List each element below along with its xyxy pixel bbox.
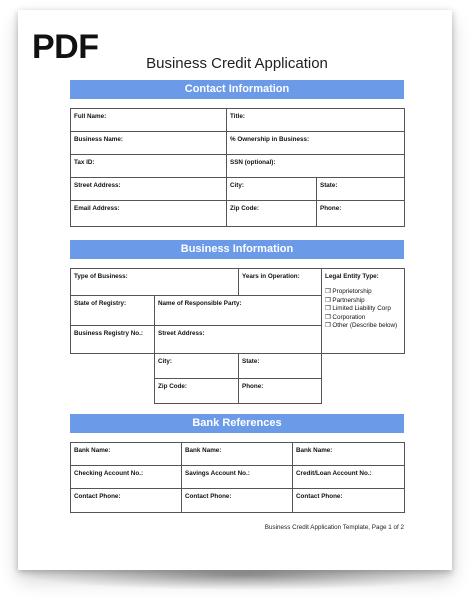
entity-option-proprietorship[interactable]: ❒ Proprietorship (325, 288, 372, 295)
contact-section-header: Contact Information (70, 80, 404, 99)
years-in-operation-field[interactable]: Years in Operation: (239, 269, 322, 296)
legal-entity-label: Legal Entity Type: (325, 273, 379, 280)
email-address-field[interactable]: Email Address: (71, 201, 227, 227)
tax-id-field[interactable]: Tax ID: (71, 155, 227, 178)
empty-cell (322, 354, 405, 379)
bank-section-header: Bank References (70, 414, 404, 433)
full-name-field[interactable]: Full Name: (71, 109, 227, 132)
bank-1-contact-phone-field[interactable]: Contact Phone: (71, 489, 182, 513)
savings-account-field[interactable]: Savings Account No.: (182, 466, 293, 489)
state-field[interactable]: State: (317, 178, 405, 201)
business-state-field[interactable]: State: (239, 354, 322, 379)
entity-option-partnership[interactable]: ❒ Partnership (325, 296, 365, 304)
state-of-registry-field[interactable]: State of Registry: (71, 296, 155, 326)
entity-option-other[interactable]: ❒ Other (Describe below) (325, 322, 398, 330)
credit-loan-account-field[interactable]: Credit/Loan Account No.: (293, 466, 405, 489)
bank-2-name-field[interactable]: Bank Name: (182, 443, 293, 466)
title-field[interactable]: Title: (227, 109, 405, 132)
business-phone-field[interactable]: Phone: (239, 379, 322, 404)
empty-cell (71, 379, 155, 404)
business-street-address-field[interactable]: Street Address: (155, 326, 322, 354)
business-registry-no-field[interactable]: Business Registry No.: (71, 326, 155, 354)
bank-2-contact-phone-field[interactable]: Contact Phone: (182, 489, 293, 513)
bank-1-name-field[interactable]: Bank Name: (71, 443, 182, 466)
business-section-header: Business Information (70, 240, 404, 259)
phone-field[interactable]: Phone: (317, 201, 405, 227)
legal-entity-type-field[interactable] (322, 269, 405, 354)
entity-option-llc[interactable]: ❒ Limited Liability Corp (325, 305, 391, 313)
street-address-field[interactable]: Street Address: (71, 178, 227, 201)
bank-3-contact-phone-field[interactable]: Contact Phone: (293, 489, 405, 513)
business-city-field[interactable]: City: (155, 354, 239, 379)
responsible-party-field[interactable]: Name of Responsible Party: (155, 296, 322, 326)
zip-code-field[interactable]: Zip Code: (227, 201, 317, 227)
legal-entity-options (325, 288, 401, 331)
document-title: Business Credit Application (146, 55, 328, 72)
contact-information-table (70, 108, 405, 227)
entity-option-corporation[interactable]: ❒ Corporation (325, 313, 366, 321)
empty-cell (322, 379, 405, 404)
business-name-field[interactable]: Business Name: (71, 132, 227, 155)
city-field[interactable]: City: (227, 178, 317, 201)
bank-references-table (70, 442, 405, 513)
pdf-badge: PDF (32, 28, 99, 66)
bank-3-name-field[interactable]: Bank Name: (293, 443, 405, 466)
business-zip-code-field[interactable]: Zip Code: (155, 379, 239, 404)
ssn-field[interactable]: SSN (optional): (227, 155, 405, 178)
empty-cell (71, 354, 155, 379)
business-information-table (70, 268, 405, 404)
type-of-business-field[interactable]: Type of Business: (71, 269, 239, 296)
page-footer: Business Credit Application Template, Page 1 of 2 (264, 524, 404, 531)
ownership-field[interactable]: % Ownership in Business: (227, 132, 405, 155)
checking-account-field[interactable]: Checking Account No.: (71, 466, 182, 489)
